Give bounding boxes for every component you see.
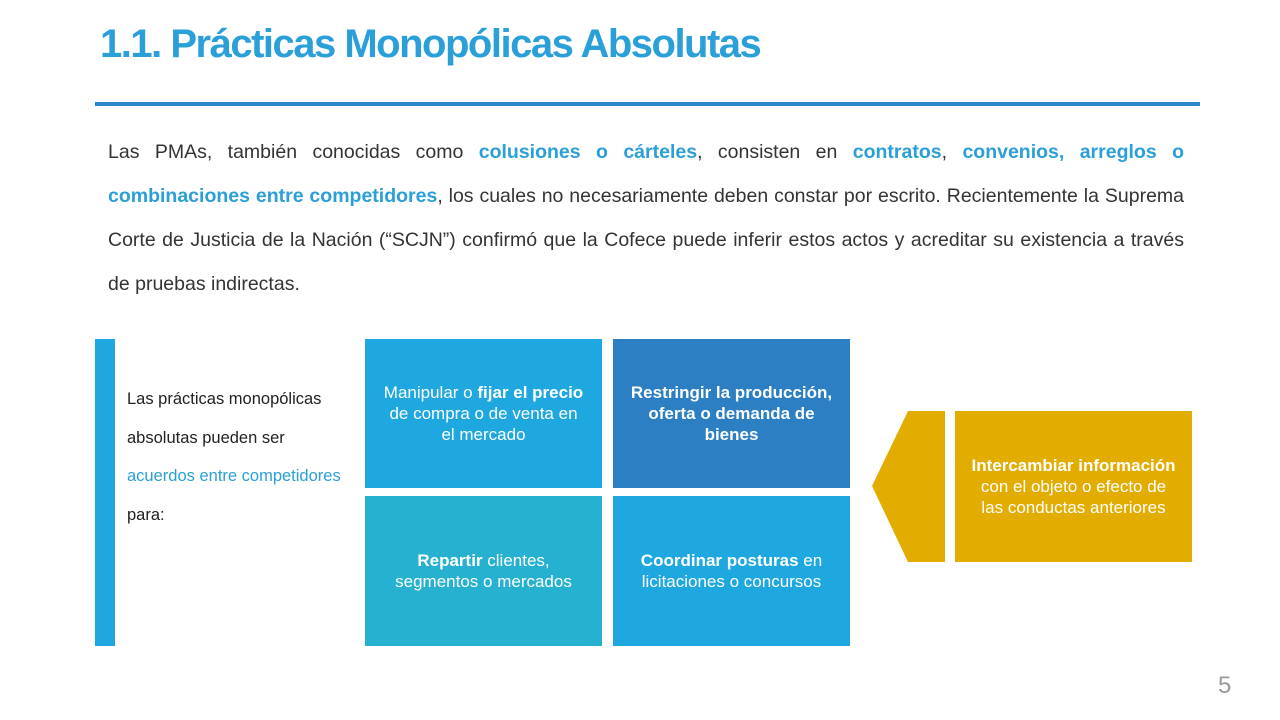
box-fijar-precio-text-1: Manipular o (383, 383, 478, 402)
side-highlight-acuerdos: acuerdos entre competidores (127, 467, 341, 485)
box-intercambiar-informacion-text-2: con el objeto o efecto de las conductas anteriores (980, 477, 1167, 517)
box-repartir-clientes-bold: Repartir (417, 551, 483, 570)
box-fijar-precio-text-2: de compra o de venta en el mercado (389, 404, 578, 444)
box-coordinar-posturas (613, 496, 850, 646)
box-coordinar-posturas-bold: Coordinar posturas (640, 551, 799, 570)
side-text-1: Las prácticas monopólicas absolutas pueden ser (127, 390, 322, 447)
box-fijar-precio (365, 339, 602, 488)
chevron-left-icon (872, 411, 945, 562)
intro-text-4: , los cuales no necesariamente deben constar por escrito. Recientemente la Suprema Corte de Justicia de la Nación (“SCJN”) confirmó que la Cofece puede inferir estos actos y acreditar su existencia a través de pruebas indirectas. (108, 185, 1184, 295)
intro-text-1: Las PMAs, también conocidas como (108, 141, 479, 163)
intro-text-2: , consisten en (697, 141, 853, 163)
box-coordinar-posturas-text-2: en licitaciones o concursos (641, 551, 823, 591)
box-restringir-produccion (613, 339, 850, 488)
box-repartir-clientes (365, 496, 602, 646)
side-description (127, 380, 347, 534)
box-repartir-clientes-text (381, 550, 586, 592)
box-restringir-produccion-text: Restringir la producción, oferta o demanda de bienes (630, 383, 833, 444)
box-coordinar-posturas-text (629, 550, 834, 592)
box-intercambiar-informacion (955, 411, 1192, 562)
box-intercambiar-informacion-bold: Intercambiar información (971, 456, 1176, 475)
intro-paragraph (108, 130, 1184, 306)
intro-highlight-colusiones: colusiones o cárteles (478, 141, 698, 163)
box-repartir-clientes-text-2: clientes, segmentos o mercados (395, 551, 572, 591)
box-fijar-precio-bold: fijar el precio (477, 383, 584, 402)
intro-highlight-contratos: contratos (852, 141, 942, 163)
intro-highlight-convenios: convenios, arreglos o combinaciones entre competidores (108, 141, 1184, 207)
title-divider (95, 102, 1200, 106)
page-number: 5 (1218, 672, 1232, 699)
slide-title: 1.1. Prácticas Monopólicas Absolutas (100, 22, 761, 66)
intro-text-3: , (941, 141, 963, 163)
box-intercambiar-informacion-text (971, 455, 1176, 518)
box-fijar-precio-text (381, 382, 586, 445)
side-text-2: para: (127, 505, 165, 524)
side-accent-bar (95, 339, 115, 646)
